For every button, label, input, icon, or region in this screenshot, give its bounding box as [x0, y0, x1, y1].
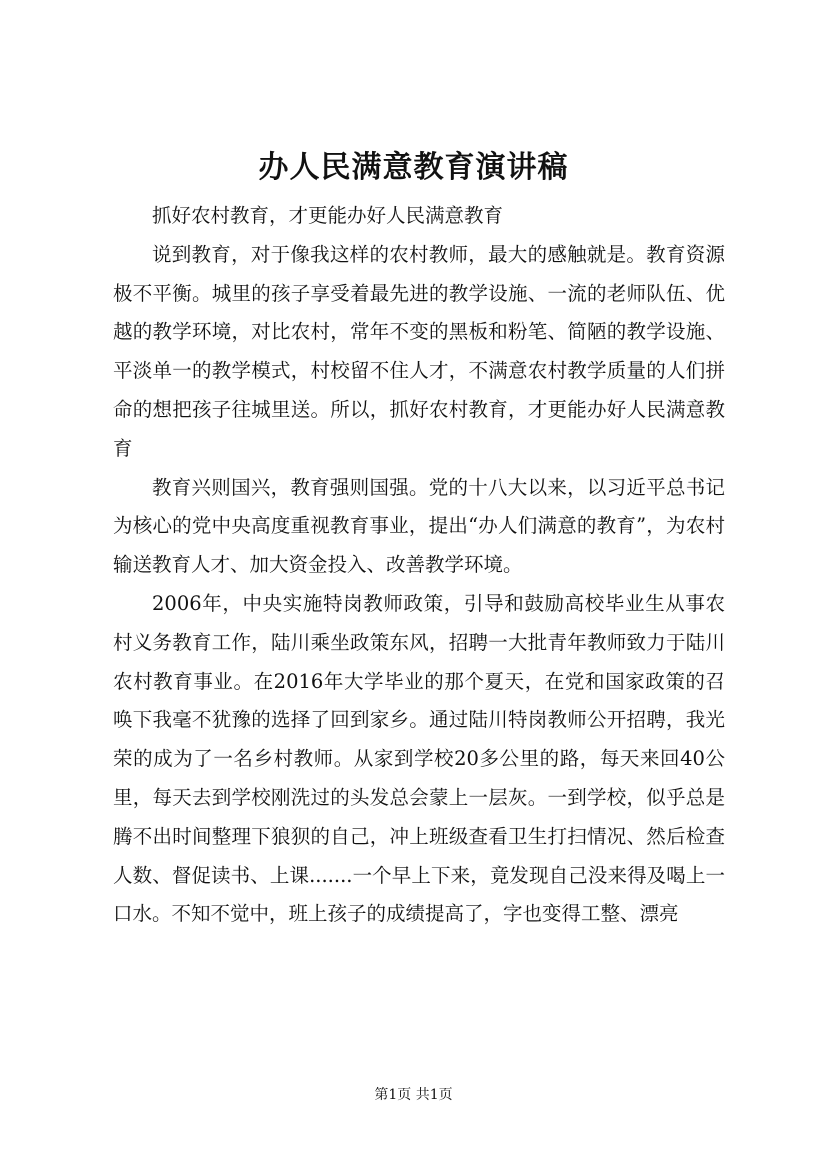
document-title: 办人民满意教育演讲稿 — [258, 150, 569, 185]
paragraph: 抓好农村教育，才更能办好人民满意教育 — [152, 204, 504, 227]
paragraph: 教育兴则国兴，教育强则国强。党的十八大以来，以习近平总书记为核心的党中央高度重视教育事业，提出“办人们满意的教育”，为农村输送教育人才、加大资金投入、改善教学环境。 — [113, 475, 725, 577]
page-footer: 第1页 共1页 — [374, 1087, 453, 1103]
paragraph: 说到教育，对于像我这样的农村教师，最大的感触就是。教育资源极不平衡。城里的孩子享受着最先进的教学设施、一流的老师队伍、优越的教学环境，对比农村，常年不变的黑板和粉笔、简陋的教学设施、平淡单一的教学模式，村校留不住人才，不满意农村教学质量的人们拼命的想把孩子往城里送。所以，抓好农村教育，才更能办好人民满意教育 — [113, 242, 725, 460]
paragraph: 2006年，中央实施特岗教师政策，引导和鼓励高校毕业生从事农村义务教育工作，陆川乘坐政策东风，招聘一大批青年教师致力于陆川农村教育事业。在2016年大学毕业的那个夏天，在党和国家政策的召唤下我毫不犹豫的选择了回到家乡。通过陆川特岗教师公开招聘，我光荣的成为了一名乡村教师。从家到学校20多公里的路，每天来回40公里，每天去到学校刚洗过的头发总会蒙上一层灰。一到学校，似乎总是腾不出时间整理下狼狈的自己，冲上班级查看卫生打扫情况、然后检查人数、督促读书、上课.......一个早上下来，竟发现自己没来得及喝上一口水。不知不觉中，班上孩子的成绩提高了，字也变得工整、漂亮 — [113, 591, 725, 926]
document-body — [113, 197, 725, 926]
